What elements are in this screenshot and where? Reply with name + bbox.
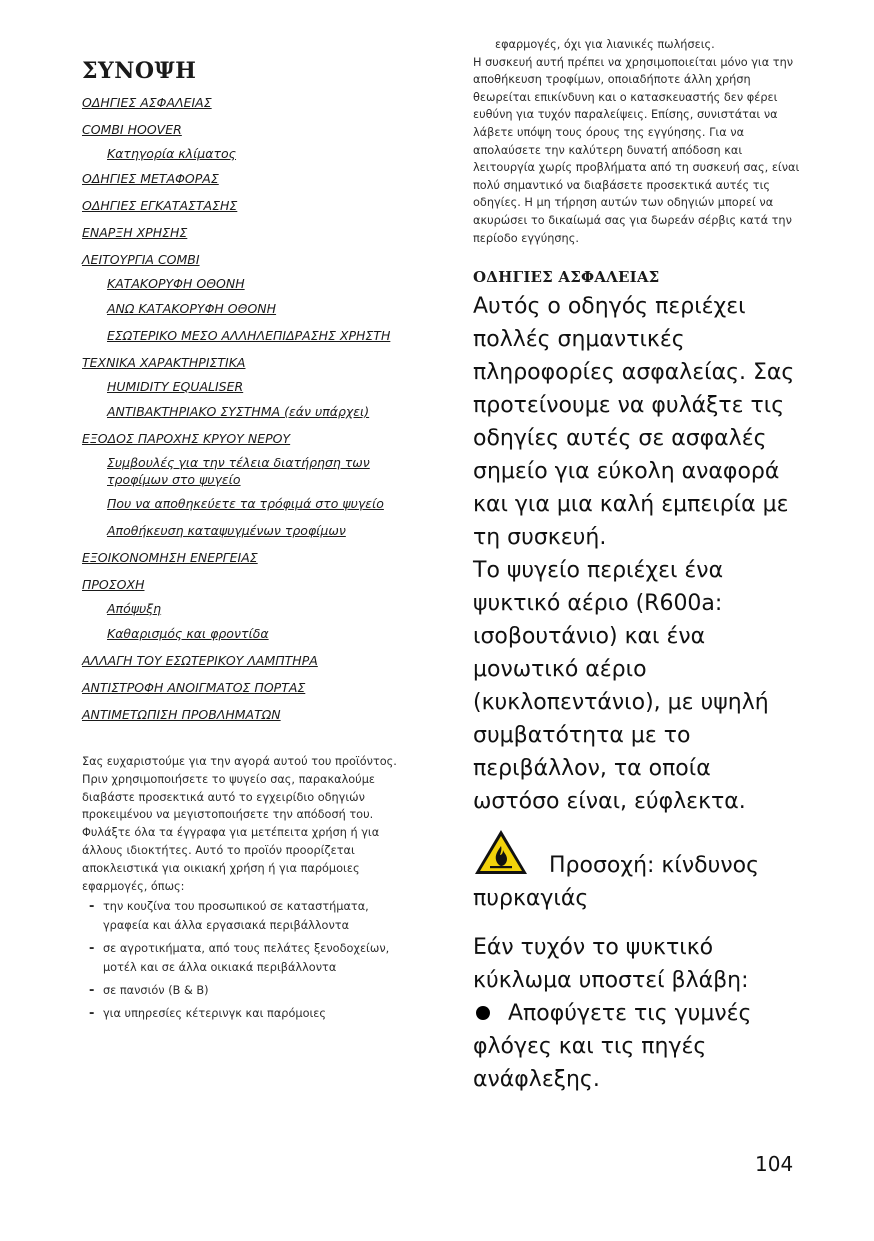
right-column — [473, 36, 803, 1096]
usage-text: σε αγροτικήματα, από τους πελάτες ξενοδοχείων, μοτέλ και σε άλλα οικιακά περιβάλλοντα — [103, 942, 390, 975]
usage-text: για υπηρεσίες κέτερινγκ και παρόμοιες — [103, 1007, 327, 1021]
usage-list-item — [89, 1004, 402, 1023]
toc-item[interactable]: ΑΝΩ ΚΑΤΑΚΟΡΥΦΗ ΟΘΟΝΗ — [107, 301, 277, 316]
continuation-text: εφαρμογές, όχι για λιανικές πωλήσεις. — [495, 38, 715, 51]
toc-item[interactable]: ΑΝΤΙΒΑΚΤΗΡΙΑΚΟ ΣΥΣΤΗΜΑ (εάν υπάρχει) — [107, 404, 370, 419]
usage-list-item — [89, 981, 402, 1000]
dash-bullet: - — [89, 1006, 95, 1022]
toc-title: ΣΥΝΟΨΗ — [82, 58, 197, 84]
toc-item[interactable]: ΟΔΗΓΙΕΣ ΑΣΦΑΛΕΙΑΣ — [82, 95, 212, 110]
usage-list — [82, 897, 402, 1023]
toc-item[interactable]: ΕΞΟΙΚΟΝΟΜΗΣΗ ΕΝΕΡΓΕΙΑΣ — [82, 550, 258, 565]
toc-item[interactable]: HUMIDITY EQUALISER — [107, 379, 244, 394]
usage-text: σε πανσιόν (B & B) — [103, 984, 209, 998]
table-of-contents — [82, 94, 402, 723]
toc-item[interactable]: ΛΕΙΤΟΥΡΓΙΑ COMBI — [82, 252, 200, 267]
toc-item[interactable]: ΑΛΛΑΓΗ ΤΟΥ ΕΣΩΤΕΡΙΚΟΥ ΛΑΜΠΤΗΡΑ — [82, 653, 318, 668]
damage-intro: Εάν τυχόν το ψυκτικό κύκλωμα υποστεί βλάβη: — [473, 935, 749, 994]
flammable-warning-icon — [473, 828, 529, 876]
bullet-text: Αποφύγετε τις γυμνές φλόγες και τις πηγές ανάφλεξης. — [473, 1001, 752, 1093]
toc-item[interactable]: COMBI HOOVER — [82, 122, 182, 137]
fire-warning — [473, 828, 803, 915]
left-column — [82, 58, 402, 1027]
page-number: 104 — [755, 1152, 794, 1176]
usage-text: την κουζίνα του προσωπικού σε καταστήματα, γραφεία και άλλα εργασιακά περιβάλλοντα — [103, 900, 369, 933]
bullet-item — [473, 997, 803, 1096]
intro-thanks: Σας ευχαριστούμε για την αγορά αυτού του προϊόντος. — [82, 755, 397, 768]
bullet-dot-icon — [476, 1006, 490, 1020]
toc-item[interactable]: Που να αποθηκεύετε τα τρόφιμά στο ψυγείο — [107, 496, 384, 511]
flame-base — [490, 866, 512, 868]
usage-paragraph: Η συσκευή αυτή πρέπει να χρησιμοποιείται μόνο για την αποθήκευση τροφίμων, οποιαδήποτε άλλη χρήση θεωρείται επικίνδυνη και ο κατασκευαστής δεν φέρει ευθύνη για τυχόν παραλείψεις. Επίσης, συνιστάται να λάβετε υπόψη τους όρους της εγγύησης. Για να απολαύσετε την καλύτερη δυνατή απόδοση και λειτουργία χωρίς προβλήματα από τη συσκευή σας, είναι πολύ σημαντικό να διαβάσετε προσεκτικά αυτές τις οδηγίες. Η μη τήρηση αυτών των οδηγιών μπορεί να ακυρώσει το δικαίωμά σας για δωρεάν σέρβις κατά την περίοδο εγγύησης. — [473, 55, 800, 245]
usage-list-item — [89, 939, 402, 977]
intro-instructions: Πριν χρησιμοποιήσετε το ψυγείο σας, παρακαλούμε διαβάστε προσεκτικά αυτό το εγχειρίδιο οδηγιών προκειμένου να μεγιστοποιήσετε την απόδοσή του. Φυλάξτε όλα τα έγγραφα για μετέπειτα χρήση ή για άλλους ιδιοκτήτες. Αυτό το προϊόν προορίζεται αποκλειστικά για οικιακή χρήση ή για παρόμοιες εφαρμογές, όπως: — [82, 772, 380, 893]
toc-item[interactable]: Καθαρισμός και φροντίδα — [107, 626, 269, 641]
intro-block — [82, 753, 402, 1023]
fire-warning-text: Προσοχή: κίνδυνος πυρκαγιάς — [473, 853, 759, 912]
toc-item[interactable]: ΚΑΤΑΚΟΡΥΦΗ ΟΘΟΝΗ — [107, 276, 245, 291]
safety-text-guide: Αυτός ο οδηγός περιέχει πολλές σημαντικές πληροφορίες ασφαλείας. Σας προτείνουμε να φυλάξτε τις οδηγίες αυτές σε ασφαλές σημείο για εύκολη αναφορά και για μια καλή εμπειρία με τη συσκευή. — [473, 294, 795, 551]
safety-heading: ΟΔΗΓΙΕΣ ΑΣΦΑΛΕΙΑΣ — [473, 268, 660, 287]
toc-item[interactable]: Απόψυξη — [107, 601, 162, 616]
toc-item[interactable]: Αποθήκευση καταψυγμένων τροφίμων — [107, 523, 346, 538]
toc-item[interactable]: Συμβουλές για την τέλεια διατήρηση των τροφίμων στο ψυγείο — [107, 455, 370, 487]
toc-item[interactable]: ΠΡΟΣΟΧΗ — [82, 577, 145, 592]
toc-item[interactable]: ΤΕΧΝΙΚΑ ΧΑΡΑΚΤΗΡΙΣΤΙΚΑ — [82, 355, 246, 370]
toc-item[interactable]: Κατηγορία κλίματος — [107, 146, 237, 161]
usage-list-item — [89, 897, 402, 935]
flammable-warning-svg — [473, 828, 529, 876]
toc-item[interactable]: ΑΝΤΙΣΤΡΟΦΗ ΑΝΟΙΓΜΑΤΟΣ ΠΟΡΤΑΣ — [82, 680, 306, 695]
toc-item[interactable]: ΟΔΗΓΙΕΣ ΜΕΤΑΦΟΡΑΣ — [82, 171, 219, 186]
toc-item[interactable]: ΕΝΑΡΞΗ ΧΡΗΣΗΣ — [82, 225, 188, 240]
toc-item[interactable]: ΑΝΤΙΜΕΤΩΠΙΣΗ ΠΡΟΒΛΗΜΑΤΩΝ — [82, 707, 281, 722]
toc-item[interactable]: ΕΣΩΤΕΡΙΚΟ ΜΕΣΟ ΑΛΛΗΛΕΠΙΔΡΑΣΗΣ ΧΡΗΣΤΗ — [107, 328, 391, 343]
toc-item[interactable]: ΟΔΗΓΙΕΣ ΕΓΚΑΤΑΣΤΑΣΗΣ — [82, 198, 238, 213]
safety-text-gas: Το ψυγείο περιέχει ένα ψυκτικό αέριο (R600a: ισοβουτάνιο) και ένα μονωτικό αέριο (κυκλοπεντάνιο), με υψηλή συμβατότητα με το περιβάλλον, τα οποία ωστόσο είναι, εύφλεκτα. — [473, 558, 769, 815]
dash-bullet: - — [89, 899, 95, 915]
toc-item[interactable]: ΕΞΟΔΟΣ ΠΑΡΟΧΗΣ ΚΡΥΟΥ ΝΕΡΟΥ — [82, 431, 291, 446]
dash-bullet: - — [89, 941, 95, 957]
dash-bullet: - — [89, 983, 95, 999]
